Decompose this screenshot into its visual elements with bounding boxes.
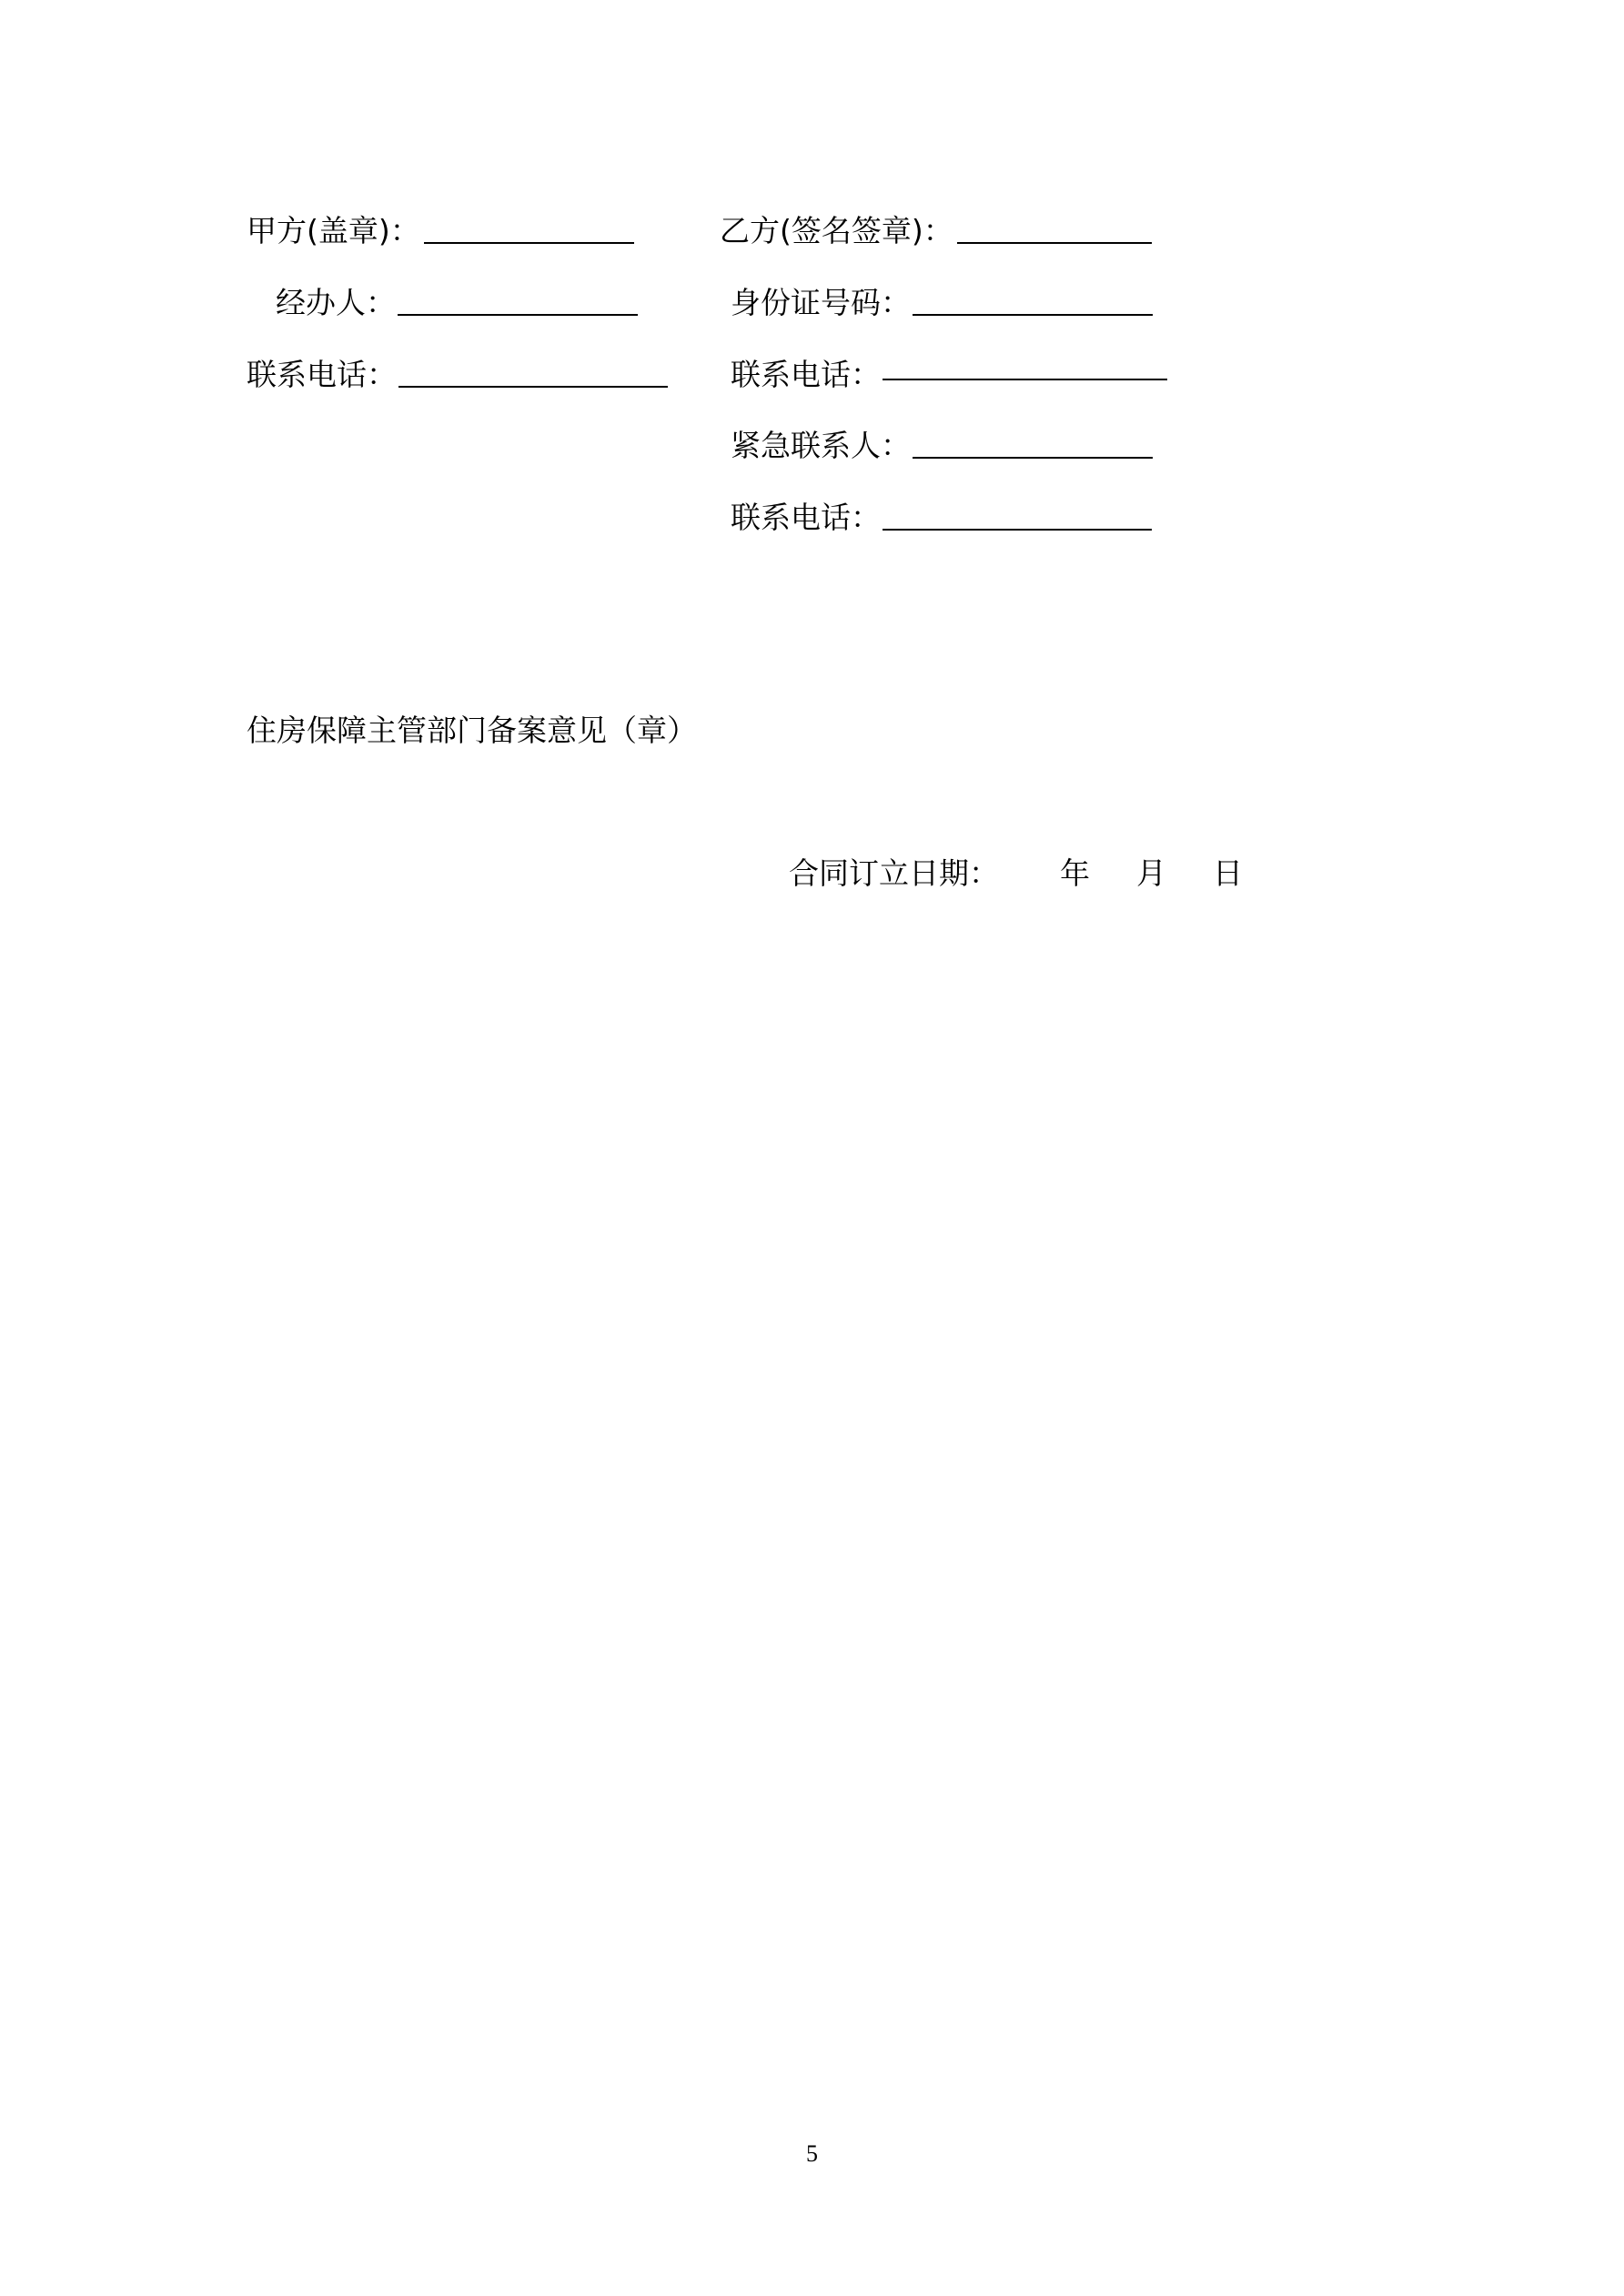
emergency-phone-blank[interactable] [883, 501, 1152, 531]
party-a-agent-field [276, 285, 638, 321]
page-number: 5 [806, 2140, 818, 2167]
emergency-phone-label: 联系电话： [731, 500, 881, 535]
party-b-phone-label: 联系电话： [731, 357, 881, 392]
party-a-seal-blank[interactable] [424, 215, 634, 244]
party-b-phone-field [731, 357, 1167, 393]
date-year-label: 年 [1060, 855, 1090, 891]
party-a-phone-blank[interactable] [398, 359, 668, 388]
party-b-phone-blank[interactable] [883, 360, 1167, 388]
date-month-label: 月 [1136, 855, 1166, 891]
filing-opinion-label: 住房保障主管部门备案意见（章） [247, 713, 697, 748]
party-b-id-blank[interactable] [913, 287, 1153, 316]
contract-date-label: 合同订立日期： [789, 855, 999, 891]
party-a-phone-field [247, 357, 668, 393]
party-b-id-field [731, 285, 1153, 321]
party-b-sign-field [720, 213, 1152, 249]
party-a-agent-blank[interactable] [398, 287, 638, 316]
party-a-agent-label: 经办人： [276, 285, 396, 320]
emergency-contact-label: 紧急联系人： [731, 428, 911, 463]
emergency-contact-field [731, 428, 1153, 464]
party-a-seal-field [247, 213, 634, 249]
emergency-contact-blank[interactable] [913, 430, 1153, 459]
date-day-label: 日 [1213, 855, 1243, 891]
party-a-seal-label: 甲方(盖章)： [247, 213, 420, 248]
party-b-id-label: 身份证号码： [731, 285, 911, 320]
emergency-phone-field [731, 500, 1152, 536]
party-b-sign-label: 乙方(签名签章)： [720, 213, 953, 248]
party-b-sign-blank[interactable] [957, 215, 1152, 244]
party-a-phone-label: 联系电话： [247, 357, 397, 392]
